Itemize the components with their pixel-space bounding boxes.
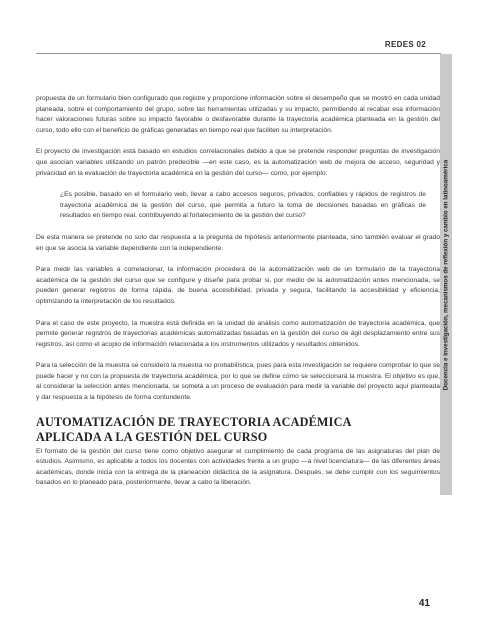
paragraph-1: propuesta de un formulario bien configurado que registre y proporcione información sobre el desempeño que se mostró en cada unidad planeada, sobre el comportamiento del grupo, sobre las herramientas utilizadas y su impacto, permitiendo al recabar esa información hacer valoraciones futuras sobre su impacto favorable o desfavorable durante la trayectoria académica planteada en la gestión del curso, todo ello con el beneficio de gráficas generadas en tiempo real que faciliten su interpretación. (36, 95, 440, 134)
paragraph-6: Para la selección de la muestra se consideró la muestra no probabilística, pues para esta investigación se requiere comprobar lo que se puede hacer y no con la propuesta de trayectoria académica, por lo que se define cómo se seleccionará la muestra. El objetivo es que, al considerar la selección antes mencionada, se someta a un proceso de evaluación para medir la variable del proyecto aquí planteada y dar respuesta a la hipótesis de forma contundente. (36, 362, 440, 402)
paragraph-2: El proyecto de investigación está basado en estudios correlacionales debido a que se pretende responder preguntas de investigación que asocian variables utilizando un patrón predecible —en este caso, es la automatización web de mejora de acceso, seguridad y privacidad en la evaluación de trayectoria académica en la gestión del curso— como, por ejemplo: (36, 148, 440, 177)
paragraph-5: Para el caso de este proyecto, la muestra está definida en la unidad de análisis como automatización de trayectoria académica, que permite generar registros de trayectorias académicas automatizadas basadas en la gestión del curso de ágil desplazamiento entre sus registros, así como el acopio de información relacionada a los instrumentos utilizados y resultados obtenidos. (36, 319, 440, 348)
header-divider (36, 53, 441, 54)
journal-header: REDES 02 (384, 40, 426, 49)
paragraph-3: De esta manera se pretende no solo dar respuesta a la pregunta de hipótesis anteriormente planteada, sino también evaluar el grado en que se asocia la variable dependiente con la independiente. (36, 233, 440, 252)
section-body: El formato de la gestión del curso tiene como objetivo asegurar el cumplimiento de cada programa de las asignaturas del plan de estudios. Asimismo, es aplicable a todos los docentes con actividades frente a un grupo —a nivel licenciatura— de las diferentes áreas académicas, donde inicia con la entrega de la planeación didáctica de la asignatura. Después, se debe cumplir con los seguimientos basados en lo planeado para, posteriormente, llevar a cabo la liberación. (36, 447, 440, 487)
sidebar-band (440, 54, 452, 495)
sidebar-caption: Docencia e investigación, mecanismos de reflexión y cambio en latinoamérica (442, 159, 450, 390)
main-content (36, 94, 440, 500)
section-heading-line-2: APLICADA A LA GESTIÓN DEL CURSO (36, 429, 268, 444)
research-question-quote: ¿Es posible, basado en el formulario web, llevar a cabo accesos seguros, privados, confiables y rápidos de registros de trayectoria académica de la gestión del curso, que permita a futuro la toma de decisiones basadas en gráficas de resultados en tiempo real. contribuyendo al fortalecimiento de la gestión del curso? (60, 191, 426, 220)
section-heading (36, 415, 440, 445)
paragraph-4: Para medir las variables a correlacionar, la información procederá de la automatización web de un formulario de la trayectoria académica de la gestión del curso que se configure y diseñe para probar si, por medio de la automatización antes mencionada, se pueden generar registros de forma rápida, de buena accesibilidad, privada y segura, facilitando la accesibilidad y eficiencia, optimizando la interpretación de los resultados. (36, 266, 440, 305)
page-number: 41 (418, 598, 430, 609)
section-heading-line-1: AUTOMATIZACIÓN DE TRAYECTORIA ACADÉMICA (36, 414, 352, 429)
